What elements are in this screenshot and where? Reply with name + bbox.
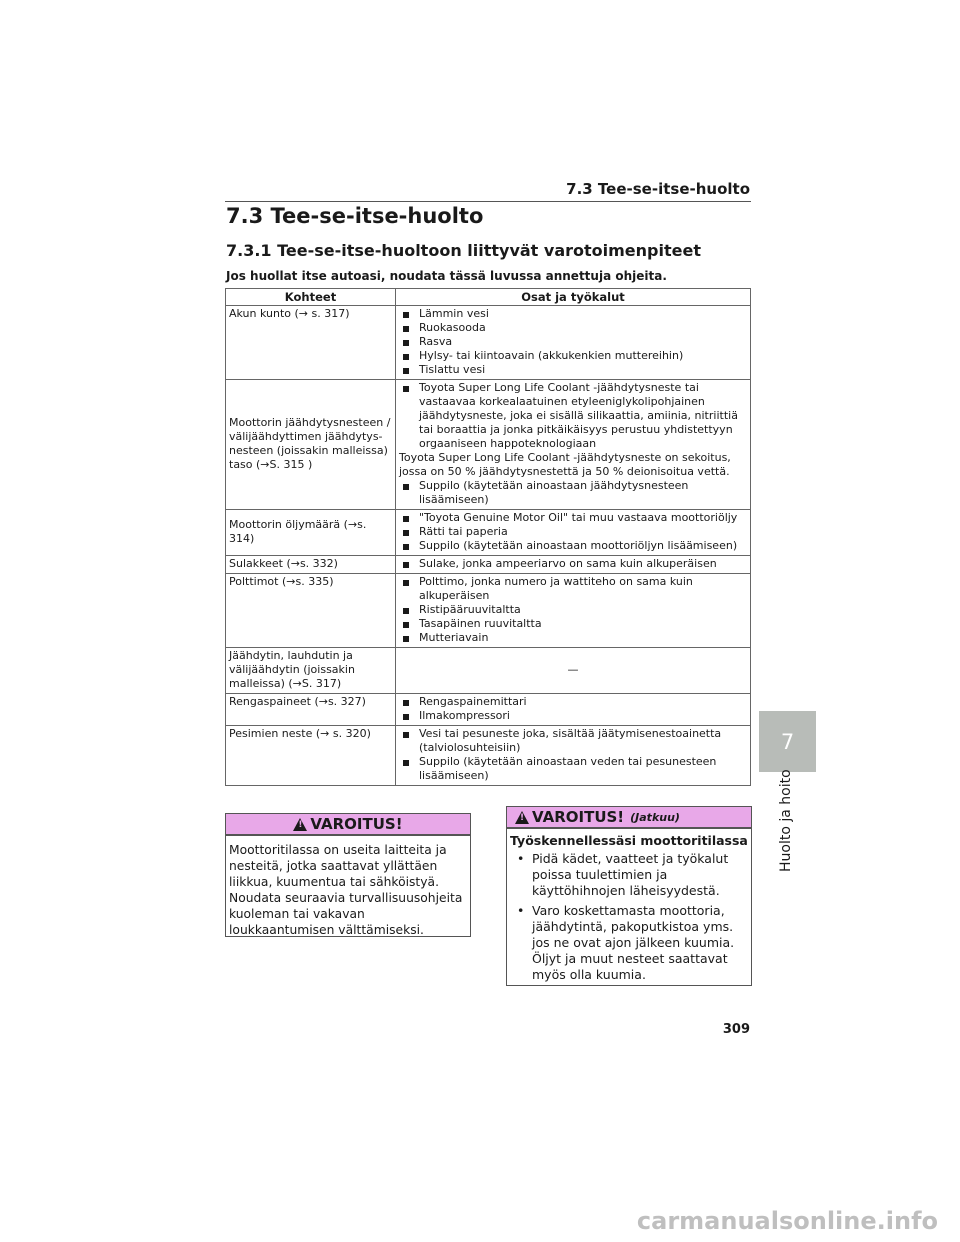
list-item: Ristipääruuvitaltta (399, 603, 747, 617)
table-row (226, 306, 751, 380)
list-item: Rasva (399, 335, 747, 349)
coolant-note: Toyota Super Long Life Coolant -jäähdytysneste on sekoitus, jossa on 50 % jäähdytysnestettä ja 50 % deionisoitua vettä. (399, 451, 731, 478)
column-header-tools: Osat ja työkalut (396, 289, 751, 306)
row-tools (396, 726, 751, 786)
section-title: 7.3 Tee-se-itse-huolto (226, 204, 484, 228)
warning-bullet: • Pidä kädet, vaatteet ja työkalut poissa tuulettimien ja käyttöhihnojen läheisyydestä. (517, 851, 729, 898)
list-item: Ilmakompressori (399, 709, 747, 723)
row-item: Polttimot (→s. 335) (226, 574, 396, 648)
warning-triangle-icon: ! (293, 818, 307, 831)
warning-title: VAROITUS! (310, 815, 403, 833)
chapter-label-container (760, 769, 794, 878)
list-item: Rengaspainemittari (399, 695, 747, 709)
table-row (226, 510, 751, 556)
list-item: Suppilo (käytetään ainoastaan jäähdytysnesteen lisäämiseen) (399, 479, 747, 507)
chapter-tab[interactable]: 7 (759, 711, 816, 772)
warning-box-continued (506, 806, 752, 986)
header-rule (225, 201, 751, 202)
table-row (226, 726, 751, 786)
table-row (226, 556, 751, 574)
warning-subtitle: Työskennellessäsi moottoritilassa (510, 833, 748, 848)
table-row (226, 648, 751, 694)
list-item: Ruokasooda (399, 321, 747, 335)
list-item: Suppilo (käytetään ainoastaan moottoriöljyn lisäämiseen) (399, 539, 747, 553)
row-item: Rengaspaineet (→s. 327) (226, 694, 396, 726)
table-row (226, 694, 751, 726)
table-row (226, 574, 751, 648)
chapter-label: Huolto ja hoito (778, 769, 794, 872)
warning-header (226, 814, 470, 836)
row-tools (396, 380, 751, 510)
maintenance-table (225, 288, 751, 786)
page-number: 309 (722, 1022, 750, 1037)
row-tools (396, 510, 751, 556)
list-item: Hylsy- tai kiintoavain (akkukenkien muttereihin) (399, 349, 747, 363)
warning-bullet: • Varo koskettamasta moottoria, jäähdytintä, pakoputkistoa yms. jos ne ovat ajon jälkeen kuumia. Öljyt ja muut nesteet saattavat myös olla kuumia. (517, 903, 735, 982)
list-item: Suppilo (käytetään ainoastaan veden tai pesunesteen lisäämiseen) (399, 755, 747, 783)
warning-box (225, 813, 471, 937)
row-item: Sulakkeet (→s. 332) (226, 556, 396, 574)
row-item: Moottorin jäähdytysnesteen / välijäähdyttimen jäähdytys-nesteen (joissakin malleissa) taso (→S. 315 ) (226, 380, 396, 510)
warning-triangle-icon: ! (515, 811, 529, 824)
warning-content (507, 829, 751, 987)
warning-continued-label: (Jatkuu) (630, 810, 680, 824)
row-item: Moottorin öljymäärä (→s. 314) (226, 510, 396, 556)
list-item: Toyota Super Long Life Coolant -jäähdytysneste tai vastaavaa korkealaatuinen etyleeniglykolipohjainen jäähdytysneste, joka ei sisällä silikaattia, amiinia, nitriittiä tai boraattia ja jonka pitkäikäisyys perustuu yhdistettyyn orgaaniseen happoteknologiaan (399, 381, 747, 451)
subsection-title: 7.3.1 Tee-se-itse-huoltoon liittyvät varotoimenpiteet (226, 241, 701, 260)
watermark: carmanualsonline.info (636, 1207, 938, 1235)
column-header-items: Kohteet (226, 289, 396, 306)
row-item: Akun kunto (→ s. 317) (226, 306, 396, 380)
row-tools (396, 574, 751, 648)
table-header-row (226, 289, 751, 306)
list-item: Lämmin vesi (399, 307, 747, 321)
warning-text: Moottoritilassa on useita laitteita ja nesteitä, jotka saattavat yllättäen liikkua, kuumentua tai sähköistyä. Noudata seuraavia turvallisuusohjeita kuoleman tai vakavan loukkaantumisen välttämiseksi. (229, 843, 463, 937)
list-item: Tislattu vesi (399, 363, 747, 377)
row-tools (396, 694, 751, 726)
list-item: Tasapäinen ruuvitaltta (399, 617, 747, 631)
warning-bullet-text: Varo koskettamasta moottoria, jäähdytintä, pakoputkistoa yms. jos ne ovat ajon jälkeen kuumia. Öljyt ja muut nesteet saattavat myös olla kuumia. (532, 903, 735, 982)
list-item: "Toyota Genuine Motor Oil" tai muu vastaava moottoriöljy (399, 511, 747, 525)
row-item: Jäähdytin, lauhdutin ja välijäähdytin (joissakin malleissa) (→S. 317) (226, 648, 396, 694)
row-tools-empty: — (396, 648, 751, 694)
row-tools (396, 306, 751, 380)
warning-header (507, 807, 751, 829)
row-item: Pesimien neste (→ s. 320) (226, 726, 396, 786)
warning-title: VAROITUS! (532, 808, 625, 826)
table-row (226, 380, 751, 510)
running-head: 7.3 Tee-se-itse-huolto (566, 180, 750, 198)
list-item: Polttimo, jonka numero ja wattiteho on sama kuin alkuperäisen (399, 575, 747, 603)
list-item: Sulake, jonka ampeeriarvo on sama kuin alkuperäisen (399, 557, 747, 571)
list-item: Rätti tai paperia (399, 525, 747, 539)
list-item: Vesi tai pesuneste joka, sisältää jäätymisenestoainetta (talviolosuhteisiin) (399, 727, 747, 755)
list-item: Mutteriavain (399, 631, 747, 645)
warning-bullet-text: Pidä kädet, vaatteet ja työkalut poissa tuulettimien ja käyttöhihnojen läheisyydestä. (532, 851, 729, 898)
row-tools (396, 556, 751, 574)
intro-text: Jos huollat itse autoasi, noudata tässä luvussa annettuja ohjeita. (226, 269, 667, 283)
